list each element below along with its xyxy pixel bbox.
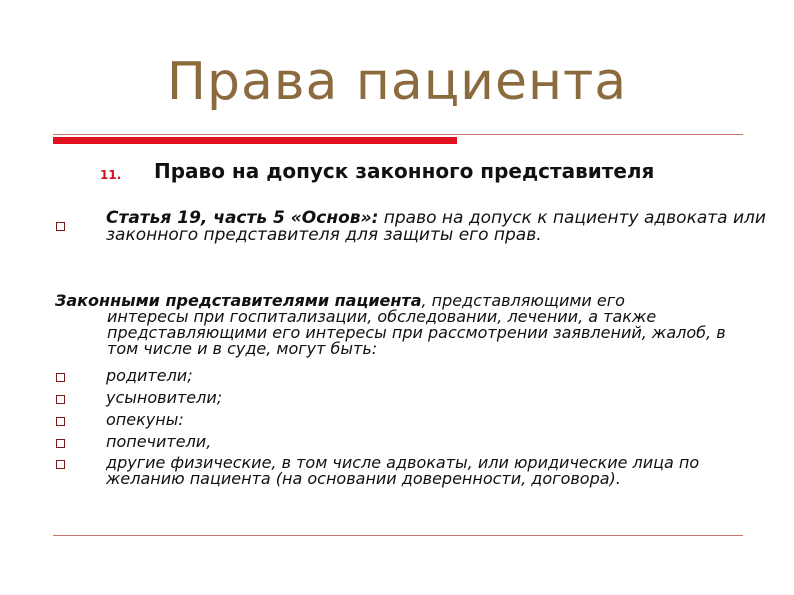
representatives-text-rest: интересы при госпитализации, обследовании, лечении, а также представляющими его интересы при рассмотрении заявлений, жалоб, в том числе и в суде, могут быть:: [107, 307, 726, 358]
accent-bar: [53, 137, 457, 144]
square-bullet-icon: [56, 373, 65, 382]
section-heading-text: Право на допуск законного представителя: [154, 159, 655, 183]
representatives-lead: Законными представителями пациента: [55, 291, 422, 310]
list-item: усыновители;: [106, 388, 223, 407]
square-bullet-icon: [56, 395, 65, 404]
square-bullet-icon: [56, 439, 65, 448]
article-text: право на допуск к пациенту адвоката или законного представителя для защиты его прав.: [106, 208, 766, 245]
bottom-divider-line: [53, 535, 743, 536]
article-paragraph: [106, 210, 766, 244]
representatives-text-first: , представляющими его: [421, 291, 625, 310]
square-bullet-icon: [56, 222, 65, 231]
representatives-paragraph: [55, 293, 755, 357]
list-item: другие физические, в том числе адвокаты, или юридические лица по желанию пациента (на основании доверенности, договора).: [106, 453, 700, 488]
slide-title: Права пациента: [166, 52, 628, 112]
top-divider-line: [53, 134, 743, 135]
square-bullet-icon: [56, 417, 65, 426]
list-item: попечители,: [106, 432, 212, 451]
section-number: 11.: [100, 168, 122, 182]
article-lead: Статья 19, часть 5 «Основ»:: [106, 208, 379, 228]
list-item: родители;: [106, 366, 193, 385]
square-bullet-icon: [56, 460, 65, 469]
list-item: опекуны:: [106, 410, 184, 429]
